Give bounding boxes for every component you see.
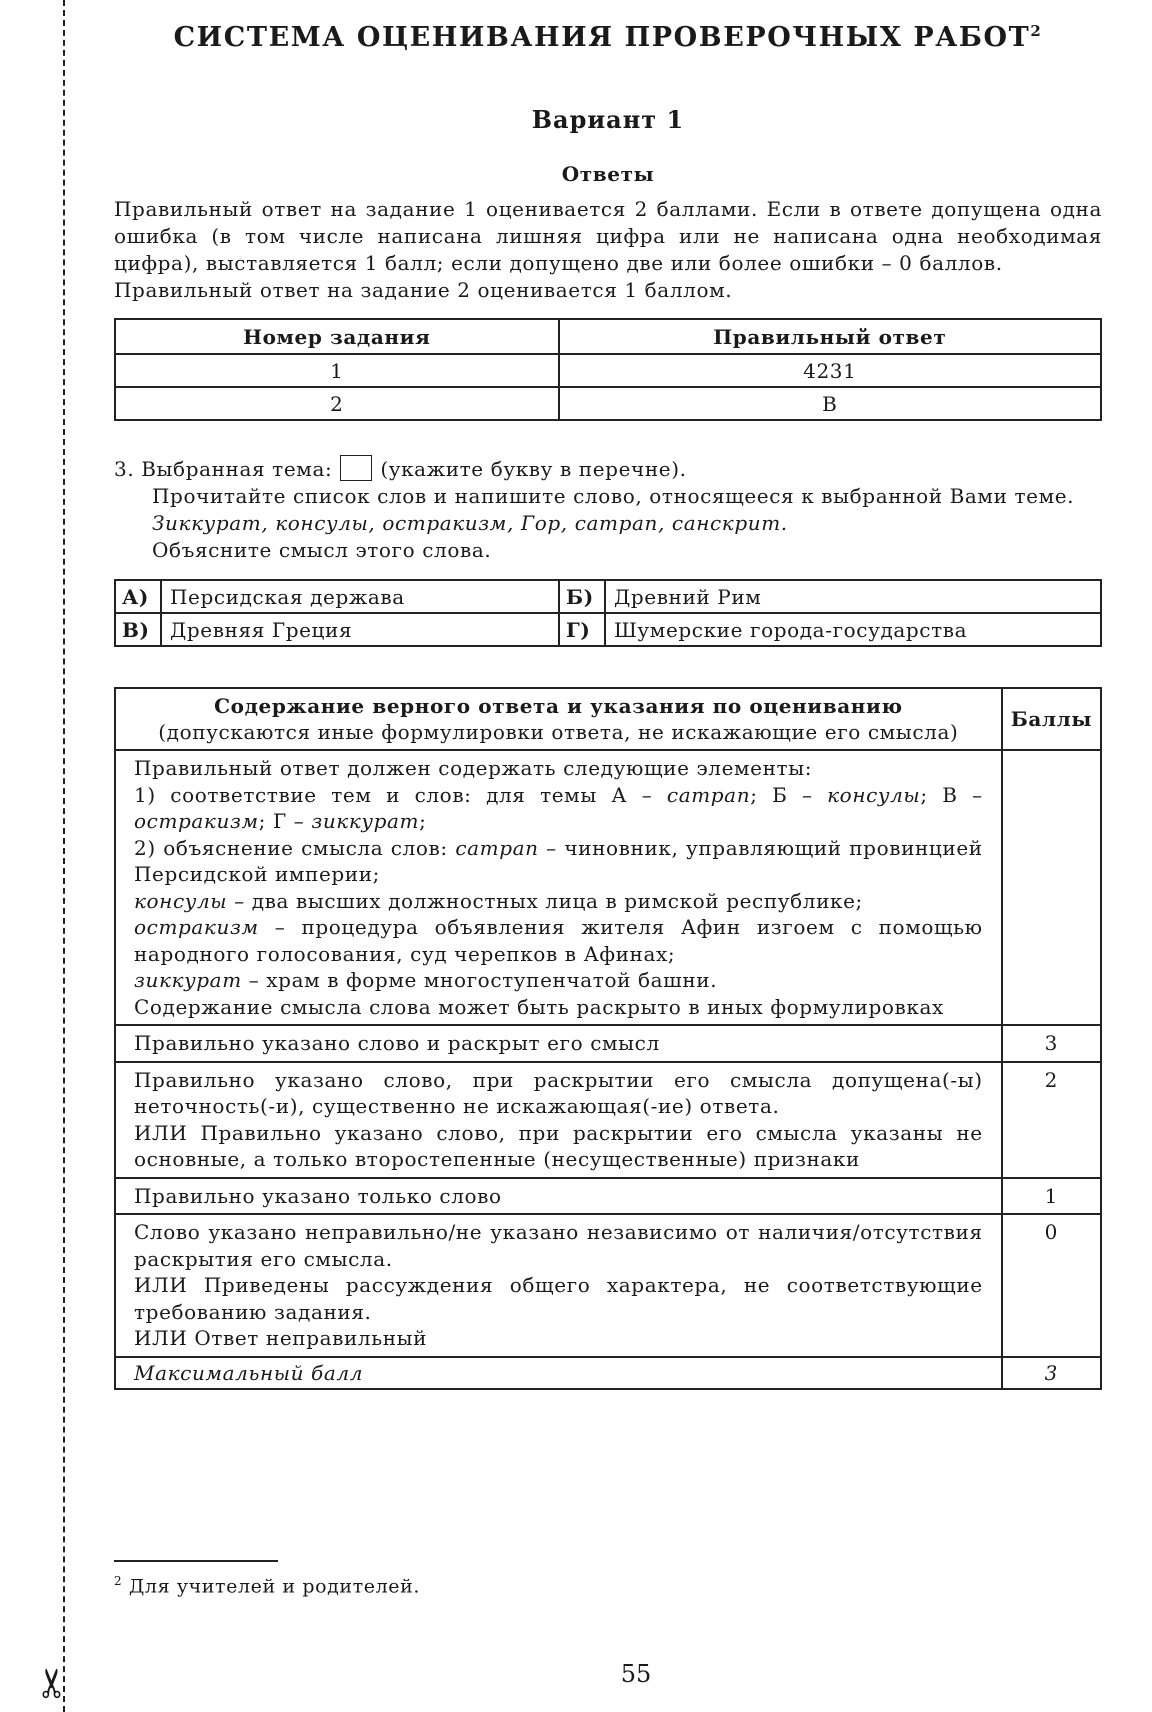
theme-letter-box[interactable]	[340, 455, 372, 481]
task3-words: Зиккурат, консулы, остракизм, Гор, сатрап, санскрит.	[152, 511, 788, 535]
grading-header	[115, 688, 1002, 750]
theme-name: Древняя Греция	[161, 613, 559, 646]
grading-header-points: Баллы	[1002, 688, 1101, 750]
theme-key: В)	[115, 613, 161, 646]
criteria-text: Правильный ответ должен содержать следующие элементы: 1) соответствие тем и слов: для темы А – сатрап; Б – консулы; В – остракизм; Г – зиккурат; 2) объяснение смысла слов: сатрап – чиновник, управляющий провинцией Персидской империи; консулы – два высших должностных лица в римской республике; остракизм – процедура объявления жителя Афин изгоем с помощью народного голосования, суд черепков в Афинах; зиккурат – храм в форме многоступенчатой башни. Содержание смысла слова может быть раскрыто в иных формулировках	[115, 750, 1002, 1025]
max-score-row	[115, 1357, 1101, 1390]
variant-heading: Вариант 1	[531, 105, 685, 134]
max-score-value: 3	[1002, 1357, 1101, 1390]
task-number: 2	[115, 387, 559, 420]
criteria-row	[115, 750, 1101, 1025]
table-row	[115, 387, 1101, 420]
intro-paragraph-1: Правильный ответ на задание 1 оценивается 2 баллами. Если в ответе допущена одна ошибка (в том числе написана лишняя цифра или не написана одна необходимая цифра), выставляется 1 балл; если допущено две или более ошибки – 0 баллов.	[114, 197, 1102, 275]
theme-name: Древний Рим	[605, 580, 1101, 613]
max-score-label: Максимальный балл	[115, 1357, 1002, 1390]
grading-row-text: Правильно указано слово и раскрыт его смысл	[115, 1025, 1002, 1062]
grading-row-points: 0	[1002, 1214, 1101, 1357]
intro-paragraph-2: Правильный ответ на задание 2 оценивается 1 баллом.	[114, 278, 733, 302]
criteria-points	[1002, 750, 1101, 1025]
theme-key: А)	[115, 580, 161, 613]
table-row	[115, 580, 1101, 613]
page-content	[114, 18, 1102, 1390]
footnote-divider	[114, 1560, 278, 1562]
table-row	[115, 613, 1101, 646]
answer-table	[114, 318, 1102, 421]
task-3	[114, 455, 1102, 564]
answer-table-header-answer: Правильный ответ	[559, 319, 1101, 354]
grading-row-points: 3	[1002, 1025, 1101, 1062]
grading-row-points: 1	[1002, 1178, 1101, 1215]
task-answer: В	[559, 387, 1101, 420]
task3-explain: Объясните смысл этого слова.	[152, 538, 492, 562]
theme-name: Персидская держава	[161, 580, 559, 613]
task3-suffix: (укажите букву в перечне).	[380, 457, 687, 481]
grading-row	[115, 1178, 1101, 1215]
grading-row	[115, 1025, 1101, 1062]
grading-row-text: Правильно указано только слово	[115, 1178, 1002, 1215]
grading-row	[115, 1062, 1101, 1178]
answer-table-header-task: Номер задания	[115, 319, 559, 354]
table-row	[115, 354, 1101, 387]
theme-key: Г)	[559, 613, 605, 646]
grading-header-note: (допускаются иные формулировки ответа, не искажающие его смысла)	[158, 720, 959, 744]
grading-table	[114, 687, 1102, 1390]
task3-instruction: Прочитайте список слов и напишите слово, относящееся к выбранной Вами теме.	[152, 484, 1075, 508]
theme-key: Б)	[559, 580, 605, 613]
footnote-mark: 2	[114, 1574, 123, 1588]
footnote	[114, 1574, 420, 1597]
grading-row-text: Слово указано неправильно/не указано независимо от наличия/отсутствия раскрытия его смысла. ИЛИ Приведены рассуждения общего характера, не соответствующие требованию задания. ИЛИ Ответ неправильный	[115, 1214, 1002, 1357]
task-number: 1	[115, 354, 559, 387]
cut-line	[63, 0, 65, 1712]
grading-header-title: Содержание верного ответа и указания по оцениванию	[214, 694, 903, 718]
footnote-text: Для учителей и родителей.	[128, 1575, 421, 1598]
task3-prefix: 3. Выбранная тема:	[114, 457, 333, 481]
grading-row-text: Правильно указано слово, при раскрытии его смысла допущена(-ы) неточность(-и), существенно не искажающая(-ие) ответа. ИЛИ Правильно указано слово, при раскрытии его смысла указаны не основные, а только второстепенные (несущественные) признаки	[115, 1062, 1002, 1178]
answers-heading: Ответы	[561, 162, 655, 186]
grading-row-points: 2	[1002, 1062, 1101, 1178]
page-number: 55	[620, 1660, 652, 1688]
scissors-icon: ✂	[29, 1666, 76, 1700]
task-answer: 4231	[559, 354, 1101, 387]
page-title: СИСТЕМА ОЦЕНИВАНИЯ ПРОВЕРОЧНЫХ РАБОТ$^2$	[173, 22, 1043, 53]
title-footnote-mark: 2	[1030, 22, 1043, 40]
theme-name: Шумерские города-государства	[605, 613, 1101, 646]
theme-table	[114, 579, 1102, 647]
grading-row	[115, 1214, 1101, 1357]
